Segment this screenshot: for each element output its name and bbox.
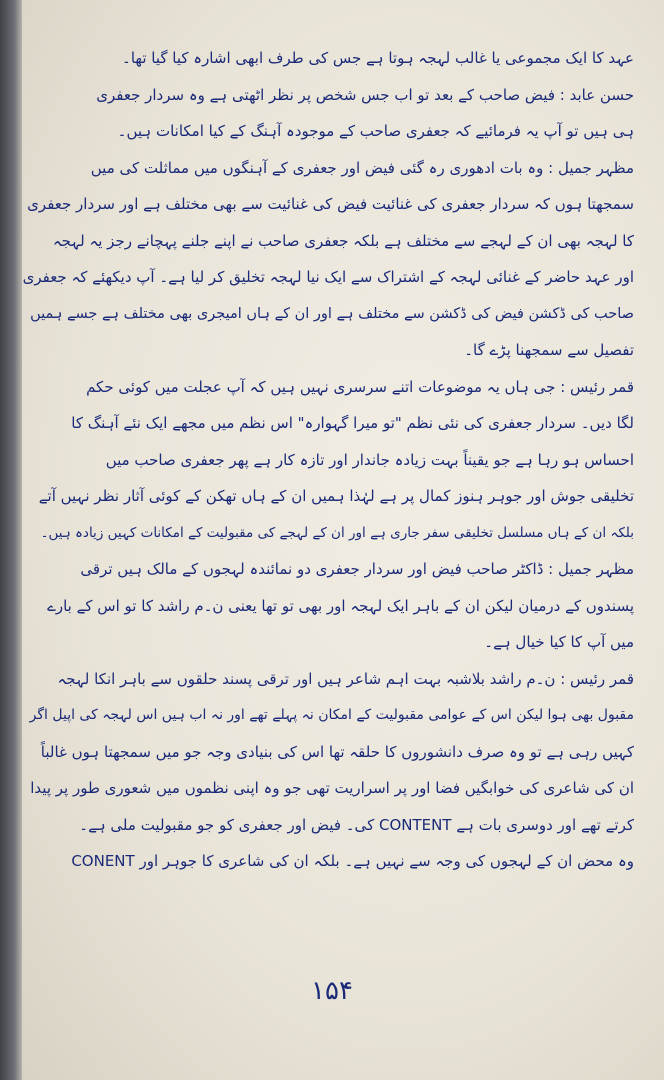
text-line: میں آپ کا کیا خیال ہے۔ (484, 633, 634, 651)
text-line: حسن عابد : فیض صاحب کے بعد تو اب جس شخص پر نظر اٹھتی ہے وہ سردار جعفری (96, 85, 634, 104)
text-line: احساس ہو رہا ہے جو یقیناً بہت زیادہ جاندار اور تازہ کار ہے پھر جعفری صاحب میں (105, 450, 634, 469)
text-line: مظہر جمیل : وہ بات ادھوری رہ گئی فیض اور جعفری کے آہنگوں میں مماثلت کی میں (90, 158, 634, 177)
text-line: سمجھتا ہوں کہ سردار جعفری کی غنائیت فیض کی غنائیت سے بھی مختلف ہے اور سردار جعفری (27, 195, 634, 213)
text-line: قمر رئیس : جی ہاں یہ موضوعات اتنے سرسری نہیں ہیں کہ آپ عجلت میں کوئی حکم (86, 377, 634, 396)
text-line: کہیں رہی ہے تو وہ صرف دانشوروں کا حلقہ تھا اس کی بنیادی وجہ جو میں سمجھتا ہوں غالباً (40, 742, 634, 761)
text-line: بلکہ ان کے ہاں مسلسل تخلیقی سفر جاری ہے اور ان کے لہجے کی مقبولیت کے امکانات کہیں زیادہ ہیں۔ (40, 524, 634, 541)
text-line: پسندوں کے درمیان لیکن ان کے باہر ایک لہجہ اور بھی تو تھا یعنی ن۔م راشد کا تو اس کے بارے (47, 596, 634, 615)
text-line: تخلیقی جوش اور جوہر ہنوز کمال پر ہے لہٰذا ہمیں ان کے ہاں تھکن کے کوئی آثار نظر نہیں آتے (38, 487, 634, 505)
text-line: ہی ہیں تو آپ یہ فرمائیے کہ جعفری صاحب کے موجودہ آہنگ کے کیا امکانات ہیں۔ (117, 122, 634, 140)
text-line: کا لہجہ بھی ان کے لہجے سے مختلف ہے بلکہ جعفری صاحب نے اپنے جلنے پہچانے رجز یہ لہجہ (52, 231, 634, 250)
page-text (22, 40, 634, 880)
text-line: مظہر جمیل : ڈاکٹر صاحب فیض اور سردار جعفری دو نمائندہ لہجوں کے مالک ہیں ترقی (80, 560, 634, 578)
text-line: لگا دیں۔ سردار جعفری کی نئی نظم "تو میرا گہوارہ" اس نظم میں مجھے ایک نئے آہنگ کا (71, 414, 634, 432)
text-line: اور عہد حاضر کے غنائی لہجہ کے اشتراک سے ایک نیا لہجہ تخلیق کر لیا ہے۔ آپ دیکھئے کہ جعفری (22, 268, 634, 286)
text-line: قمر رئیس : ن۔م راشد بلاشبہ بہت اہم شاعر ہیں اور ترقی پسند حلقوں سے باہر انکا لہجہ (57, 669, 634, 688)
text-line: ان کی شاعری کی خوابگیں فضا اور پر اسراریت تھی جو وہ اپنی نظموں میں شعوری طور پر پیدا (30, 779, 634, 797)
text-line: تفصیل سے سمجھنا پڑے گا۔ (464, 341, 634, 359)
text-line: صاحب کی ڈکشن فیض کی ڈکشن سے مختلف ہے اور ان کے ہاں امیجری بھی مختلف ہے جسے ہمیں (30, 305, 634, 322)
text-line: عہد کا ایک مجموعی یا غالب لہجہ ہوتا ہے جس کی طرف ابھی اشارہ کیا گیا تھا۔ (122, 49, 634, 67)
text-line: مقبول بھی ہوا لیکن اس کے عوامی مقبولیت کے امکان نہ پہلے تھے اور نہ اب ہیں اس لہجہ کی اپیل اگر (29, 707, 634, 723)
page-number: ۱۵۴ (311, 976, 353, 1006)
text-line: وہ محض ان کے لہجوں کی وجہ سے نہیں ہے۔ بلکہ ان کی شاعری کا جوہر اور CONENT (71, 852, 634, 870)
text-line: کرتے تھے اور دوسری بات ہے CONTENT کی۔ فیض اور جعفری کو جو مقبولیت ملی ہے۔ (79, 815, 634, 834)
